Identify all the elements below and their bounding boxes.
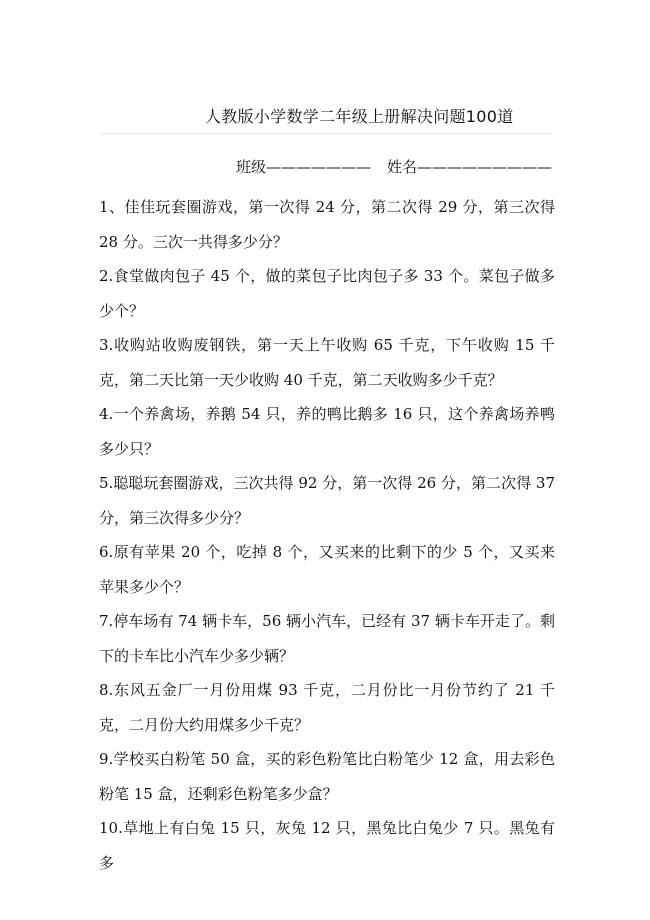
problem-list bbox=[99, 190, 555, 880]
problem-item: 8.东风五金厂一月份用煤 93 千克，二月份比一月份节约了 21 千克，二月份大约用煤多少千克？ bbox=[99, 681, 555, 734]
problem-item: 7.停车场有 74 辆卡车，56 辆小汽车，已经有 37 辆卡车开走了。剩下的卡车比小汽车少多少辆？ bbox=[99, 612, 555, 665]
problem-item: 2.食堂做肉包子 45 个，做的菜包子比肉包子多 33 个。菜包子做多少个？ bbox=[99, 267, 555, 320]
problem-item: 1、佳佳玩套圈游戏，第一次得 24 分，第二次得 29 分，第三次得 28 分。三次一共得多少分？ bbox=[99, 198, 555, 251]
student-info-line bbox=[236, 156, 552, 177]
document-title: 人教版小学数学二年级上册解决问题100道 bbox=[205, 107, 514, 126]
problem-item: 5.聪聪玩套圈游戏，三次共得 92 分，第一次得 26 分，第二次得 37 分，第三次得多少分？ bbox=[99, 474, 555, 527]
problem-item: 3.收购站收购废钢铁，第一天上午收购 65 千克，下午收购 15 千克，第二天比第一天少收购 40 千克，第二天收购多少千克？ bbox=[99, 336, 555, 389]
class-field: 班级——————— bbox=[236, 158, 372, 176]
problem-item: 9.学校买白粉笔 50 盒，买的彩色粉笔比白粉笔少 12 盒，用去彩色粉笔 15 盒，还剩彩色粉笔多少盒？ bbox=[99, 750, 555, 803]
problem-item: 6.原有苹果 20 个，吃掉 8 个，又买来的比剩下的少 5 个，又买来苹果多少个？ bbox=[99, 543, 555, 596]
name-field: 姓名————————— bbox=[387, 158, 553, 176]
problem-item: 10.草地上有白兔 15 只，灰兔 12 只，黑兔比白兔少 7 只。黑兔有多 bbox=[99, 819, 555, 872]
title-divider bbox=[100, 133, 552, 134]
problem-item: 4.一个养禽场，养鹅 54 只，养的鸭比鹅多 16 只，这个养禽场养鸭多少只？ bbox=[99, 405, 555, 458]
